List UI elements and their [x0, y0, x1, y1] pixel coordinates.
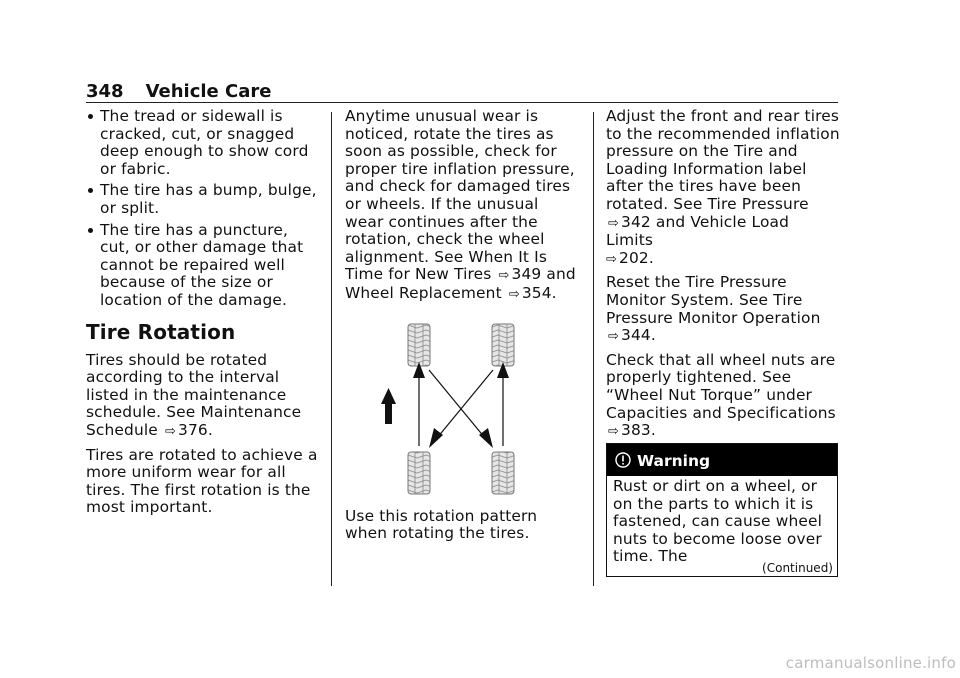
page-ref-icon: ⇨ [508, 286, 520, 302]
warning-title: Warning [637, 452, 711, 470]
paragraph-unusual-wear: Anytime unusual wear is noticed, rotate the tires as soon as possible, check for proper tire inflation pressure, and check for damaged tires or wheels. If the unusual wear continues after the rotation, check the wheel alignment. See When It Is Time for New Tires ⇨ 349 and Wheel Replacement ⇨ 354. [345, 107, 576, 302]
watermark: carmanualsonline.info [785, 654, 956, 672]
list-item: The tread or sidewall is cracked, cut, or snagged deep enough to show cord or fabric. [86, 108, 322, 178]
page-ref-icon: ⇨ [164, 423, 177, 439]
warning-box [606, 443, 838, 577]
tire-rear-right-icon [492, 452, 514, 494]
diagram-caption: Use this rotation pattern when rotating the tires. [345, 506, 538, 543]
paragraph-reset-tpms: Reset the Tire Pressure Monitor System. See Tire Pressure Monitor Operation ⇨ 344. [606, 273, 821, 345]
section-heading: Tire Rotation [86, 319, 236, 344]
page-ref-link[interactable]: 376. [178, 420, 213, 439]
page-ref-link[interactable]: 354. [521, 283, 557, 302]
header-rule [86, 102, 838, 103]
page-ref-link[interactable]: 349 [511, 265, 542, 284]
page-ref-icon: ⇨ [608, 215, 620, 231]
page-ref-link[interactable]: 202. [619, 248, 654, 267]
column-divider-1 [331, 112, 332, 586]
page-ref-link[interactable]: 383. [621, 421, 656, 440]
list-item: The tire has a bump, bulge, or split. [86, 182, 322, 217]
list-item: The tire has a puncture, cut, or other damage that cannot be repaired well because of the size or location of the damage. [86, 222, 322, 310]
page-ref-link[interactable]: 344. [621, 326, 656, 345]
rotation-pattern-graphic [345, 314, 585, 504]
paragraph-uniform-wear: Tires are rotated to achieve a more uniform wear for all tires. The first rotation is the most important. [86, 445, 318, 517]
page-header [86, 80, 838, 104]
rotation-arrows-icon [413, 362, 509, 448]
column-divider-2 [593, 112, 594, 586]
page-ref-icon: ⇨ [608, 424, 620, 440]
tire-front-left-icon [408, 324, 430, 366]
forward-direction-arrow-icon [381, 388, 396, 424]
warning-text: Rust or dirt on a wheel, or on the parts to which it is fastened, can cause wheel nuts to become loose over time. The [613, 477, 823, 566]
paragraph-rotation-interval: Tires should be rotated according to the interval listed in the maintenance schedule. See Maintenance Schedule ⇨ 376. [86, 350, 302, 439]
page-ref-icon: ⇨ [606, 251, 618, 267]
tire-front-right-icon [492, 324, 514, 366]
tire-rotation-diagram [345, 314, 585, 504]
page-ref-icon: ⇨ [608, 329, 620, 345]
paragraph-wheel-nuts: Check that all wheel nuts are properly tightened. See “Wheel Nut Torque” under Capacities and Specifications ⇨ 383. [606, 350, 836, 440]
tire-rear-left-icon [408, 452, 430, 494]
column-middle [345, 108, 581, 549]
column-right [606, 108, 840, 447]
page-ref-link[interactable]: 342 [621, 212, 651, 231]
paragraph-inflation-pressure: Adjust the front and rear tires to the recommended inflation pressure on the Tire and Loading Information label after the tires have been rotated. See Tire Pressure ⇨ 342 and Vehicle Load Limits ⇨ 202. [606, 107, 840, 267]
page-ref-icon: ⇨ [498, 268, 510, 284]
page-number: 348 [86, 81, 124, 102]
section-title: Vehicle Care [145, 81, 272, 102]
warning-icon [615, 444, 631, 478]
column-left [86, 108, 322, 523]
damage-bullet-list [86, 108, 322, 310]
warning-header [607, 444, 837, 476]
continued-label: (Continued) [762, 561, 833, 575]
